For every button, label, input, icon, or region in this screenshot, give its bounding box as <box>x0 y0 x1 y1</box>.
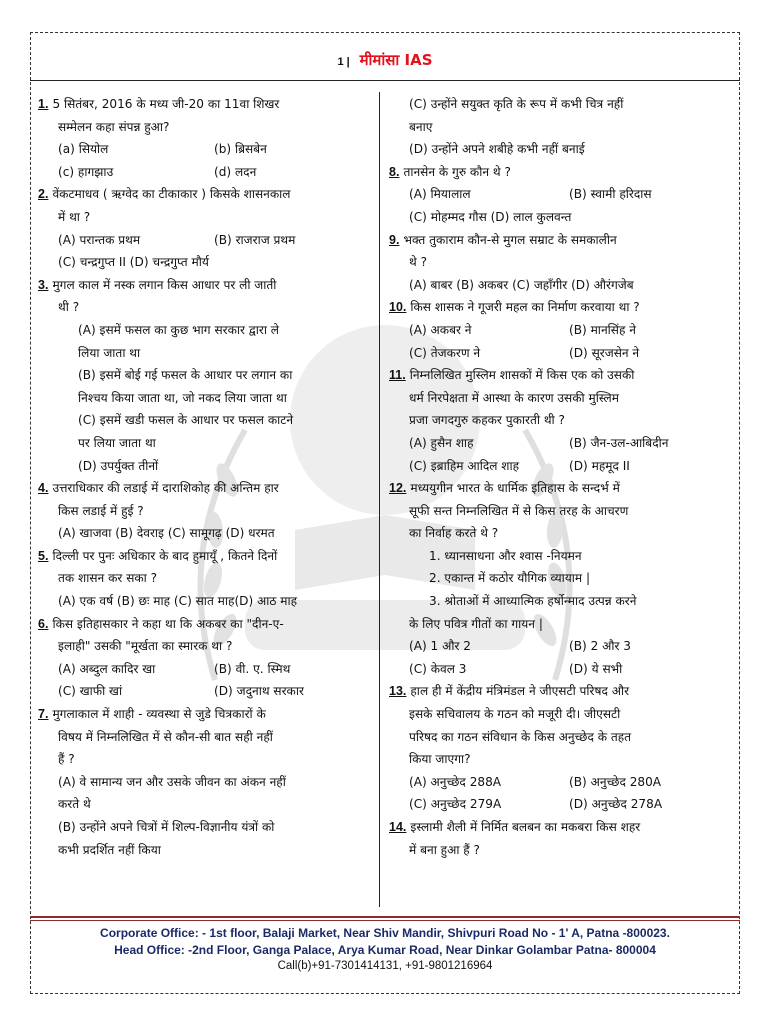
text-line: इलाही" उसकी "मूर्खता का स्मारक था ? <box>58 639 233 654</box>
option-text: (A) मियालाल <box>409 187 471 202</box>
text-line: इसके सचिवालय के गठन को मजूरी दी। जीएसटी <box>409 707 621 722</box>
question-text: हाल ही में केंद्रीय मंत्रिमंडल ने जीएसटी परिषद और <box>410 684 630 699</box>
options-row <box>38 658 370 681</box>
text-line: में बना हुआ हैं ? <box>409 842 480 857</box>
text-line: पर लिया जाता था <box>78 435 156 450</box>
text-line: (C) मोहम्मद गौस (D) लाल कुलवन्त <box>409 209 572 224</box>
question-text: उत्तराधिकार की लडाई में दाराशिकोह की अन्तिम हार <box>52 481 279 496</box>
option-text: (C) इब्राहिम आदिल शाह <box>409 458 520 473</box>
option-text: (B) अनुच्छेद 280A <box>569 774 662 789</box>
question-number: 8. <box>389 164 400 179</box>
page-number: 1 | <box>337 56 350 68</box>
column-divider <box>379 92 380 907</box>
question-line <box>38 545 370 568</box>
question-text: 5 सितंबर, 2016 के मध्य जी-20 का 11वा शिखर <box>52 97 280 111</box>
question-line <box>389 680 729 703</box>
question-line <box>389 161 729 184</box>
option-text: (B) 2 और 3 <box>569 639 631 654</box>
text-line: किस लडाई में हुई ? <box>58 503 144 518</box>
text-line: थे ? <box>409 255 427 270</box>
question-text: वेंकटमाधव ( ऋग्वेद का टीकाकार ) किसके शासनकाल <box>52 187 291 202</box>
question-line <box>389 229 729 252</box>
footer-phone: Call(b)+91-7301414131, +91-9801216964 <box>277 960 493 972</box>
option-text: (A) अकबर ने <box>409 322 472 337</box>
option-text: (A) परान्तक प्रथम <box>58 232 141 247</box>
text-line: (A) बाबर (B) अकबर (C) जहाँगीर (D) औरंगजेब <box>409 277 634 292</box>
option-text: (B) वी. ए. स्मिथ <box>214 661 291 676</box>
text-line: किया जाएगा? <box>409 752 471 767</box>
text-line: (C) चन्द्रगुप्त II (D) चन्द्रगुप्त मौर्य <box>58 255 209 270</box>
text-line: में था ? <box>58 209 91 224</box>
text-line: (A) एक वर्ष (B) छः माह (C) सात माह(D) आठ माह <box>58 594 298 609</box>
footer-rule-thin <box>30 920 740 921</box>
option-text: (B) मानसिंह ने <box>569 322 636 337</box>
text-line: (B) इसमें बोई गई फसल के आधार पर लगान का <box>78 368 293 383</box>
text-line: (D) उपर्युक्त तीनों <box>78 458 159 473</box>
left-column <box>38 93 370 861</box>
text-line: निश्चय किया जाता था, जो नकद लिया जाता था <box>78 390 287 405</box>
question-number: 6. <box>38 616 49 631</box>
text-line: बनाए <box>409 119 433 134</box>
text-line: कभी प्रदर्शित नहीं किया <box>58 842 161 857</box>
header-rule <box>30 80 740 81</box>
text-line: थी ? <box>58 300 80 315</box>
option-text: (A) हुसैन शाह <box>409 435 474 450</box>
text-line: लिया जाता था <box>78 345 141 360</box>
option-text: (D) महमूद II <box>569 458 630 473</box>
question-line <box>389 816 729 839</box>
question-line <box>389 477 729 500</box>
question-line <box>38 274 370 297</box>
text-line: धर्म निरपेक्षता में आस्था के कारण उसकी मुस्लिम <box>409 390 619 405</box>
question-text: किस शासक ने गूजरी महल का निर्माण करवाया था ? <box>410 300 640 315</box>
options-row <box>389 658 729 681</box>
text-line: तक शासन कर सका ? <box>58 571 158 586</box>
options-row <box>389 432 729 455</box>
question-line <box>389 296 729 319</box>
footer-head-office: Head Office: -2nd Floor, Ganga Palace, Arya Kumar Road, Near Dinkar Golambar Patna- 800004 <box>114 942 656 957</box>
question-text: इस्लामी शैली में निर्मित बलबन का मकबरा किस शहर <box>410 820 641 834</box>
options-row <box>38 229 370 252</box>
option-text: (A) 1 और 2 <box>409 639 471 654</box>
option-text: (b) ब्रिसबेन <box>214 142 267 157</box>
text-line: प्रजा जगदगुरु कहकर पुकारती थी ? <box>409 413 565 428</box>
options-row <box>389 342 729 365</box>
options-row <box>38 680 370 703</box>
option-text: (C) अनुच्छेद 279A <box>409 797 502 812</box>
text-line: सूफी सन्त निम्नलिखित में से किस तरह के आचरण <box>409 503 629 518</box>
options-row <box>389 635 729 658</box>
text-line: (C) इसमें खडी फसल के आधार पर फसल काटने <box>78 413 294 428</box>
option-text: (B) जैन-उल-आबिदीन <box>569 435 669 450</box>
footer-corporate-office: Corporate Office: - 1st floor, Balaji Market, Near Shiv Mandir, Shivpuri Road No - 1' A, Patna -800023. <box>100 926 670 940</box>
question-line <box>389 364 729 387</box>
right-column <box>389 93 729 861</box>
question-number: 3. <box>38 277 49 292</box>
question-line <box>38 613 370 636</box>
question-text: तानसेन के गुरु कौन थे ? <box>403 164 511 179</box>
text-line: परिषद का गठन संविधान के किस अनुच्छेद के तहत <box>409 729 632 744</box>
question-text: मुगलाकाल में शाही - व्यवस्था से जुडे चित्रकारों के <box>52 707 266 722</box>
question-line <box>38 93 370 116</box>
option-text: (D) जदुनाथ सरकार <box>214 684 304 699</box>
question-line <box>38 703 370 726</box>
options-row <box>389 455 729 478</box>
question-number: 10. <box>389 300 407 315</box>
question-number: 11. <box>389 368 406 383</box>
question-text: निम्नलिखित मुस्लिम शासकों में किस एक को उसकी <box>409 368 635 383</box>
question-line <box>38 477 370 500</box>
question-number: 7. <box>38 707 49 722</box>
question-text: किस इतिहासकार ने कहा था कि अकबर का "दीन-ए- <box>52 616 284 631</box>
option-text: (a) सियोल <box>58 142 109 157</box>
options-row <box>389 793 729 816</box>
text-line: सम्मेलन कहा संपन्न हुआ? <box>58 119 170 134</box>
options-row <box>38 138 370 161</box>
option-text: (B) राजराज प्रथम <box>214 232 296 247</box>
option-text: (c) हागझाउ <box>58 164 114 179</box>
text-line: के लिए पवित्र गीतों का गायन | <box>409 616 543 631</box>
question-text: दिल्ली पर पुनः अधिकार के बाद हुमायूँ , कितने दिनों <box>52 548 278 563</box>
option-text: (D) सूरजसेन ने <box>569 345 640 360</box>
option-text: (D) अनुच्छेद 278A <box>569 797 663 812</box>
text-line: (A) इसमें फसल का कुछ भाग सरकार द्वारा ले <box>78 322 279 337</box>
footer-rule <box>30 916 740 918</box>
question-number: 13. <box>389 684 407 699</box>
text-line: करते थे <box>58 797 91 812</box>
text-line: 2. एकान्त में कठोर यौगिक व्यायाम | <box>429 571 591 586</box>
question-text: मध्ययुगीन भारत के धार्मिक इतिहास के सन्दर्भ में <box>410 481 620 496</box>
options-row <box>389 183 729 206</box>
options-row <box>389 771 729 794</box>
footer <box>30 925 740 975</box>
text-line: (D) उन्होंने अपने शबीहे कभी नहीं बनाई <box>409 142 585 157</box>
page-header <box>30 50 740 74</box>
option-text: (C) खाफी खां <box>58 684 123 699</box>
question-number: 9. <box>389 232 400 247</box>
option-text: (C) केवल 3 <box>409 661 467 676</box>
text-line: 3. श्रोताओं में आध्यात्मिक हर्षोन्माद उत्पन्न करने <box>429 594 637 609</box>
question-text: भक्त तुकाराम कौन-से मुगल सम्राट के समकालीन <box>403 232 617 247</box>
option-text: (B) स्वामी हरिदास <box>569 187 652 202</box>
question-number: 14. <box>389 820 407 834</box>
question-number: 1. <box>38 97 49 111</box>
question-number: 5. <box>38 548 49 563</box>
text-line: (C) उन्होंने सयुक्त कृति के रूप में कभी चित्र नहीं <box>409 97 624 111</box>
option-text: (A) अनुच्छेद 288A <box>409 774 502 789</box>
question-number: 4. <box>38 481 49 496</box>
brand-title: मीमांसा IAS <box>359 51 433 69</box>
question-number: 2. <box>38 187 49 202</box>
text-line: (B) उन्होंने अपने चित्रों में शिल्प-विज्ञानीय यंत्रों को <box>58 820 275 834</box>
option-text: (d) लदन <box>214 164 257 179</box>
text-line: हैं ? <box>58 752 75 767</box>
options-row <box>389 319 729 342</box>
text-line: विषय में निम्नलिखित में से कौन-सी बात सही नहीं <box>58 729 273 744</box>
text-line: (A) खाजवा (B) देवराइ (C) सामूगढ़ (D) धरमत <box>58 526 275 541</box>
option-text: (D) ये सभी <box>569 661 623 676</box>
question-text: मुगल काल में नस्क लगान किस आधार पर ली जाती <box>52 277 277 292</box>
option-text: (C) तेजकरण ने <box>409 345 481 360</box>
options-row <box>38 161 370 184</box>
text-line: (A) वे सामान्य जन और उसके जीवन का अंकन नहीं <box>58 774 286 789</box>
text-line: का निर्वाह करते थे ? <box>409 526 499 541</box>
option-text: (A) अब्दुल कादिर खा <box>58 661 156 676</box>
text-line: 1. ध्यानसाधना और श्वास -नियमन <box>429 548 582 563</box>
question-number: 12. <box>389 481 407 496</box>
question-line <box>38 183 370 206</box>
